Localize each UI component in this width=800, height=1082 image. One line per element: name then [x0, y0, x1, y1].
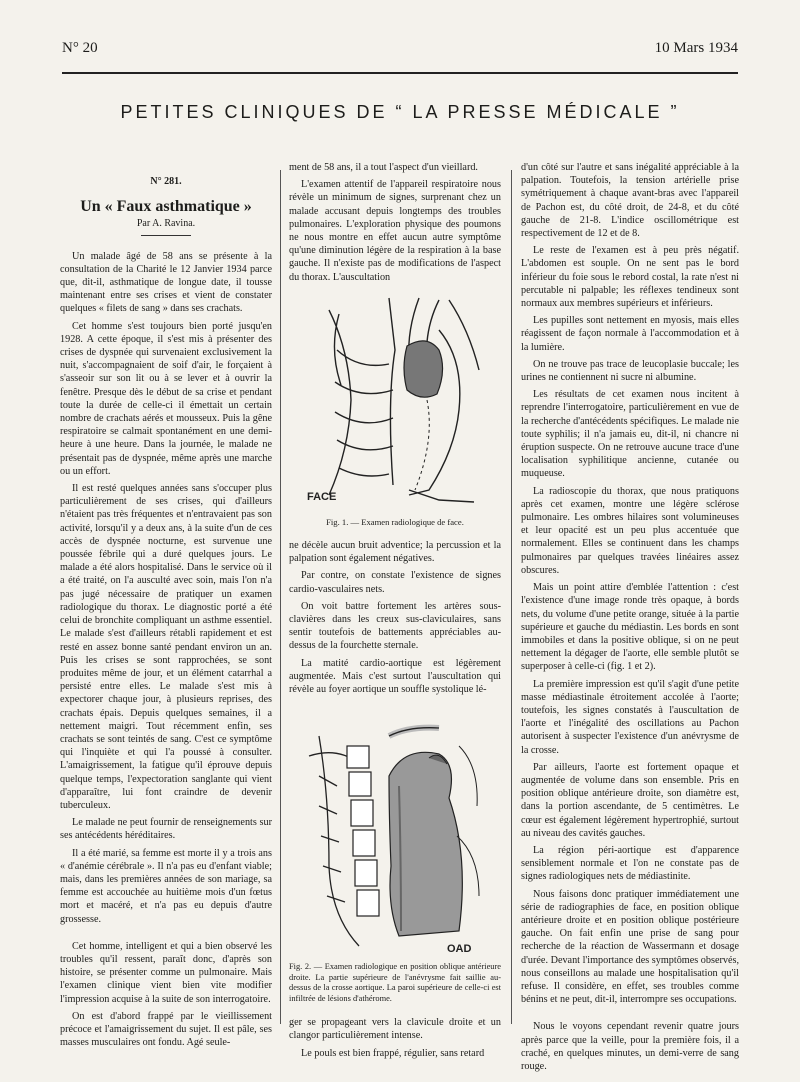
paragraph: Mais un point attire d'emblée l'attention : c'est l'existence d'une image ronde très opaque, à bords nets, du volume d'une petite orange, située à la partie supérieure et gauche du médiastin. Les bords en sont immobiles et dans la positive oblique, si on ne peut nettement la dégager de l'aorte, elle semble plutôt se superposer à celle-ci (fig. 1 et 2).	[521, 582, 739, 673]
article-title: Un « Faux asthmatique »	[80, 198, 252, 216]
face-xray-drawing	[289, 290, 501, 512]
paragraph: Le reste de l'examen est à peu près négatif. L'abdomen est souple. On ne sent pas le bord inférieur du foie sous le rebord costal, la rate n'est ni percutable ni palpable; les réflexes tendineux sont normaux aux membres supérieurs et inférieurs.	[521, 245, 739, 310]
issue-number: N° 20	[62, 40, 98, 56]
paragraph: On voit battre fortement les artères sous-clavières dans les creux sus-claviculaires, sans sentir toutefois de battements appréciables au-dessus de la fourchette sternale.	[289, 600, 501, 652]
paragraph: Il a été marié, sa femme est morte il y a trois ans « d'anémie cérébrale ». Il n'a pas eu d'enfant viable; mais, dans les premières années de son mariage, sa femme est accouchée au huitième mois d'un fœtus mort et macéré, et n'a pas eu depuis d'autre grossesse.	[60, 847, 272, 925]
column-2	[289, 161, 501, 1064]
paragraph: ne décèle aucun bruit adventice; la percussion et la palpation sont également négatives.	[289, 540, 501, 565]
paragraph: La radioscopie du thorax, que nous pratiquons après cet examen, montre une légère sclérose pulmonaire. Les ombres hilaires sont volumineuses et leur opacité est un peu plus accentuée que normalement. Elles se continuent dans les champs pulmonaires par quelques travées linéaires assez obscures.	[521, 485, 739, 576]
column-3	[521, 161, 739, 1077]
paragraph: ment de 58 ans, il a tout l'aspect d'un vieillard.	[289, 162, 478, 173]
article-author: Par A. Ravina.	[136, 218, 196, 230]
figure-2-caption: Fig. 2. — Examen radiologique en position oblique antérieure droite. La partie supérieure de l'anévrysme fait saillie au-dessus de la crosse aortique. La paroi supérieure de celle-ci est infiltrée de lésions d'athérome.	[289, 962, 501, 1003]
paragraph: Nous faisons donc pratiquer immédiatement une série de radiographies de face, en position oblique antérieure droite et en position oblique postérieure gauche. On fait enfin une prise de sang pour recherche de la réaction de Wassermann et dosage d'urée. Devant l'importance des symptômes observés, nous conseillons au malade une hospitalisation qu'il refuse. Il considère, en effet, ses troubles comme bénins et ne peut, dit-il, interrompre ses occupations.	[521, 888, 739, 1006]
page-header	[62, 38, 738, 68]
paragraph: On ne trouve pas trace de leucoplasie buccale; les urines ne contiennent ni sucre ni albumine.	[521, 358, 739, 384]
column-1	[60, 175, 272, 1053]
paragraph: Les résultats de cet examen nous incitent à reprendre l'interrogatoire, particulièrement en vue de la recherche d'antécédents spécifiques. Le malade nie toute syphilis; il n'a jamais eu, dit-il, ni chancre ni éruption suspecte. On ne retrouve aucune trace d'une localisation syphilitique ancienne, cutanée ou muqueuse.	[521, 389, 739, 480]
paragraph: d'un côté sur l'autre et sans inégalité appréciable à la palpation. Toutefois, la tension artérielle prise symétriquement à chaque avant-bras avec l'appareil de Pachon est, du côté droit, de 24-8, et du côté gauche de 21-8. L'indice oscillométrique est respectivement de 12 et de 8.	[521, 162, 739, 240]
paragraph: Par contre, on constate l'existence de signes cardio-vasculaires nets.	[289, 570, 501, 595]
paragraph: On est d'abord frappé par le vieillissement précoce et l'amaigrissement du sujet. Il est pâle, ses masses musculaires ont fondu. Agé seule-	[60, 1010, 272, 1049]
header-rule	[62, 72, 738, 74]
paragraph: Le malade ne peut fournir de renseignements sur ses antécédents héréditaires.	[60, 817, 272, 842]
issue-date: 10 Mars 1934	[654, 40, 738, 56]
article-number: N° 281.	[150, 176, 182, 187]
section-banner: PETITES CLINIQUES DE “ LA PRESSE MÉDICALE ”	[120, 102, 680, 122]
fig1-label: FACE	[307, 490, 337, 503]
oad-xray-drawing	[289, 706, 501, 956]
paragraph: Nous le voyons cependant revenir quatre jours après parce que la veille, pour la première fois, il a craché, en quelques minutes, un demi-verre de sang rouge.	[521, 1021, 739, 1072]
paragraph: ger se propageant vers la clavicule droite et un clangor particulièrement intense.	[289, 1017, 501, 1042]
paragraph: Un malade âgé de 58 ans se présente à la consultation de la Charité le 12 Janvier 1934 parce que, dit-il, asthmatique de longue date, il tousse maintenant entre ses crises et vient de constater quelques « filets de sang » dans ses crachats.	[60, 250, 272, 315]
paragraph: La première impression est qu'il s'agit d'une petite masse médiastinale étroitement accolée à l'aorte; toutefois, les signes constatés à l'auscultation de l'aorte et l'inégalité des oscillations au Pachon autorisent à suspecter l'existence d'un anévrysme de la crosse.	[521, 678, 739, 756]
column-divider	[511, 170, 512, 1024]
figure-1-face-radiograph	[289, 290, 501, 512]
paragraph: Par ailleurs, l'aorte est fortement opaque et augmentée de volume dans son ensemble. Pris en position oblique antérieure droite, son diamètre est, dans la portion ascendante, de 5 centimètres. Le cœur est également légèrement hypertrophié, surtout au niveau des cavités gauches.	[521, 761, 739, 839]
paragraph: La matité cardio-aortique est légèrement augmentée. Mais c'est surtout l'auscultation qui révèle au foyer aortique un souffle systolique lé-	[289, 657, 501, 696]
paragraph: Cet homme s'est toujours bien porté jusqu'en 1928. A cette époque, il s'est mis à présenter des crises de dyspnée qui survenaient exclusivement la nuit, s'accompagnaient de soif d'air, le forçaient à s'asseoir sur son lit ou à se lever et à ouvrir la fenêtre. Presque dès le début de sa crise et pendant toute la durée de celle-ci il émettait un certain nombre de crachats aérés et mousseux. Puis la gêne respiratoire se calmait spontanément en une demi-heure à une heure. Dans la journée, le malade ne présentait pas de dyspnée, même après une marche ou un effort.	[60, 320, 272, 477]
fig2-label: OAD	[447, 943, 472, 956]
paragraph: Le pouls est bien frappé, régulier, sans retard	[301, 1047, 485, 1059]
figure-2-oad-radiograph	[289, 706, 501, 956]
title-rule	[141, 235, 191, 236]
paragraph: La région péri-aortique est d'apparence sensiblement normale et l'on ne constate pas de signes radiologiques nets de médiastinite.	[521, 844, 739, 883]
column-divider	[280, 170, 281, 1024]
paragraph: Cet homme, intelligent et qui a bien observé les troubles qu'il ressent, paraît donc, d'après son histoire, se présenter comme un pulmonaire. Mais l'examen clinique vient bien vite modifier l'impression acquise à la suite de son interrogatoire.	[60, 940, 272, 1005]
paragraph: Les pupilles sont nettement en myosis, mais elles réagissent de façon normale à l'accommodation et à la lumière.	[521, 315, 739, 353]
figure-1-caption: Fig. 1. — Examen radiologique de face.	[326, 516, 464, 527]
paragraph: L'examen attentif de l'appareil respiratoire nous révèle un minimum de signes, surprenant chez un malade accusant depuis longtemps des troubles pulmonaires. L'exploration physique des poumons ne nous montre en effet aucun autre symptôme qu'une diminution légère de la respiration à la base gauche. Il n'existe pas de modifications de l'aspect du thorax. L'auscultation	[289, 179, 501, 283]
paragraph: Il est resté quelques années sans s'occuper plus particulièrement de ses crises, qui d'ailleurs n'étaient pas très fréquentes et n'entravaient pas son activité, lorsqu'il y a deux ans, à la suite d'un de ces accès de dyspnée nocturne, est survenue une poussée fébrile qui a duré quelques jours. Le malade a été alors hospitalisé. Dans le service où il a été traité, on l'a ausculté avec soin, mais l'on n'a pas jugé nécessaire de pratiquer un examen radiologique du thorax. Le diagnostic porté a été celui de bronchite compliquant un asthme essentiel. Le malade s'est d'ailleurs rétabli rapidement et est resté en assez bonne santé pendant environ un an. Puis les crises se sont rapprochées, se sont produites même de jour, et un élément catarrhal a persisté entre elles. Le malade s'est mis à expectorer chaque jour, à plusieurs reprises, des crachats épais. Depuis quelques semaines, il a nettement maigri. Tout récemment enfin, ses crachats se sont teintés de sang. C'est ce symptôme qui l'inquiète et qui l'a poussé à consulter. L'amaigrissement, la fatigue qu'il éprouve depuis quelque temps, l'expectoration sanglante qui vient d'apparaître, lui font craindre de devenir tuberculeux.	[60, 483, 272, 811]
